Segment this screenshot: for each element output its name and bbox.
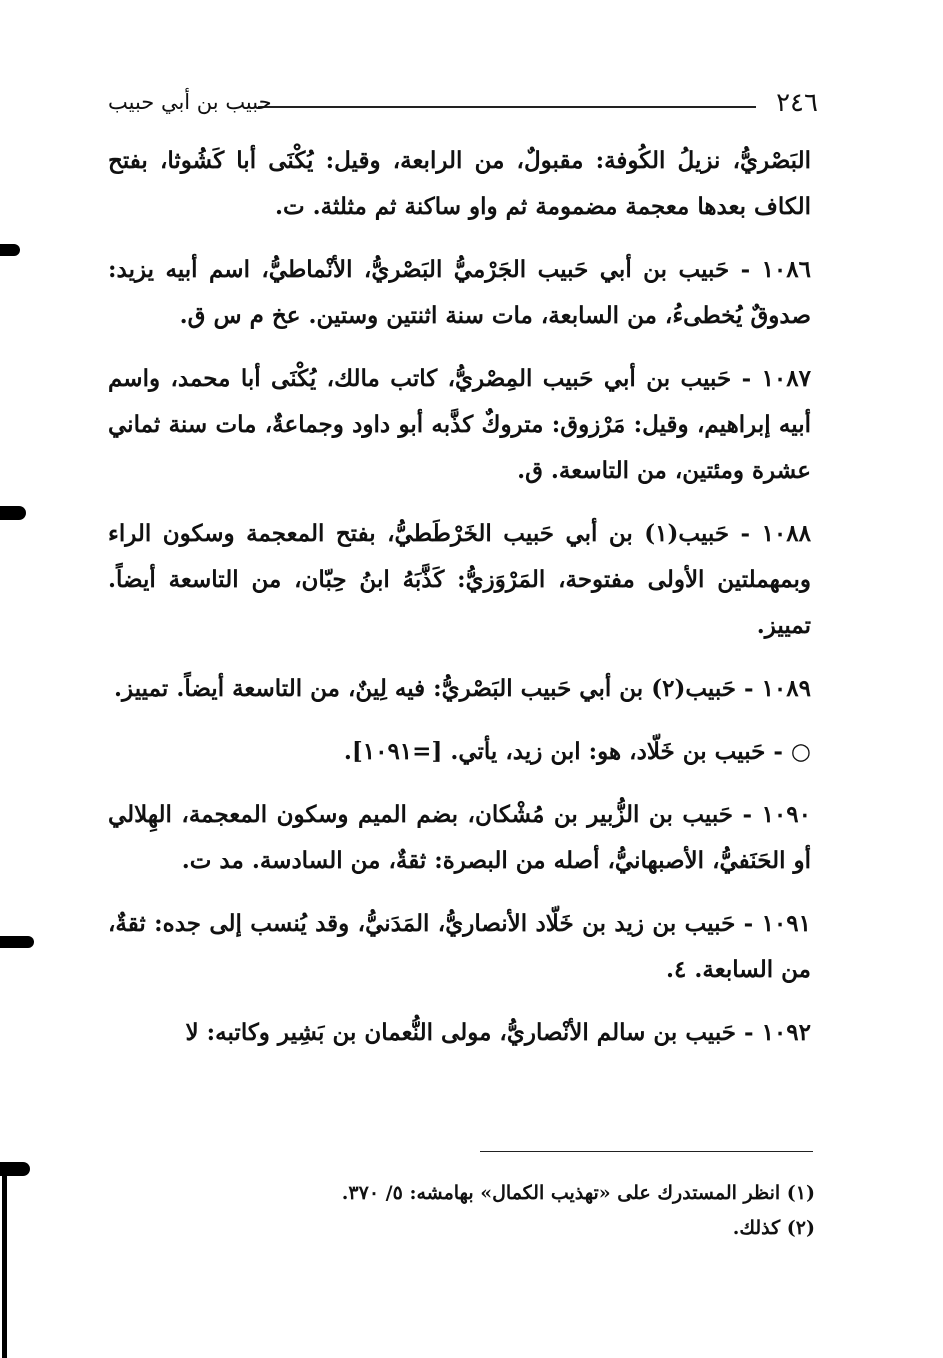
- entry-1089: ١٠٨٩ - حَبيب(٢) بن أبي حَبيب البَصْريُّ: فيه لِينٌ، من التاسعة أيضاً. تمييز.: [114, 675, 811, 702]
- scan-mark: [0, 244, 20, 256]
- entry-cross-reference: ○ - حَبيب بن خَلّاد، هو: ابن زيد، يأتي. [=١٠٩١].: [343, 738, 811, 765]
- entry-1088: ١٠٨٨ - حَبيب(١) بن أبي حَبيب الخَرْطَطيُّ، بفتح المعجمة وسكون الراء وبمهملتين الأولى مفتوحة، المَرْوَزيُّ: كَذَّبَهُ ابنُ حِبّان، من التاسعة أيضاً. تمييز.: [108, 520, 811, 639]
- scan-mark: [0, 506, 26, 520]
- page-number: ٢٤٦: [776, 88, 818, 118]
- scan-edge: [2, 1172, 7, 1358]
- scan-mark: [0, 936, 34, 948]
- footnotes: [300, 1176, 815, 1246]
- entry-continuation: البَصْريُّ، نزيلُ الكُوفة: مقبولٌ، من الرابعة، وقيل: يُكْنَى أبا كَشُوثا، بفتح الكاف بعدها معجمة مضمومة ثم واو ساكنة ثم مثلثة. ت.: [108, 147, 811, 220]
- page-header: [108, 88, 818, 128]
- entry-1090: ١٠٩٠ - حَبيب بن الزُّبير بن مُشْكان، بضم الميم وسكون المعجمة، الهِلالي أو الحَنَفيُّ، الأصبهانيُّ، أصله من البصرة: ثقةٌ، من السادسة. مد ت.: [108, 801, 811, 874]
- footnote-2: (٢) كذلك.: [732, 1217, 815, 1239]
- entry-1091: ١٠٩١ - حَبيب بن زيد بن خَلّاد الأنصاريُّ، المَدَنيُّ، وقد يُنسب إلى جده: ثقةٌ، من السابعة. ٤.: [108, 910, 811, 983]
- header-rule: [258, 106, 756, 108]
- entry-1092: ١٠٩٢ - حَبيب بن سالم الأنْصاريُّ، مولى النُّعمان بن بَشِير وكاتبه: لا: [185, 1019, 811, 1046]
- entries-body: [108, 138, 811, 1073]
- entry-1086: ١٠٨٦ - حَبيب بن أبي حَبيب الجَرْميُّ البَصْريُّ، الأنْماطيُّ، اسم أبيه يزيد: صدوقٌ يُخطىءُ، من السابعة، مات سنة اثنتين وستين. عخ م س ق.: [108, 256, 811, 329]
- running-title: حبيب بن أبي حبيب: [108, 90, 272, 114]
- entry-1087: ١٠٨٧ - حَبيب بن أبي حَبيب المِصْريُّ، كاتب مالك، يُكْنَى أبا محمد، واسم أبيه إبراهيم، وقيل: مَرْزوق: متروكٌ كذَّبه أبو داود وجماعةٌ، مات سنة ثماني عشرة ومئتين، من التاسعة. ق.: [108, 365, 811, 484]
- footnote-rule: [480, 1151, 813, 1152]
- footnote-1: (١) انظر المستدرك على «تهذيب الكمال» بهامشه: ٥/ ٣٧٠.: [341, 1182, 815, 1204]
